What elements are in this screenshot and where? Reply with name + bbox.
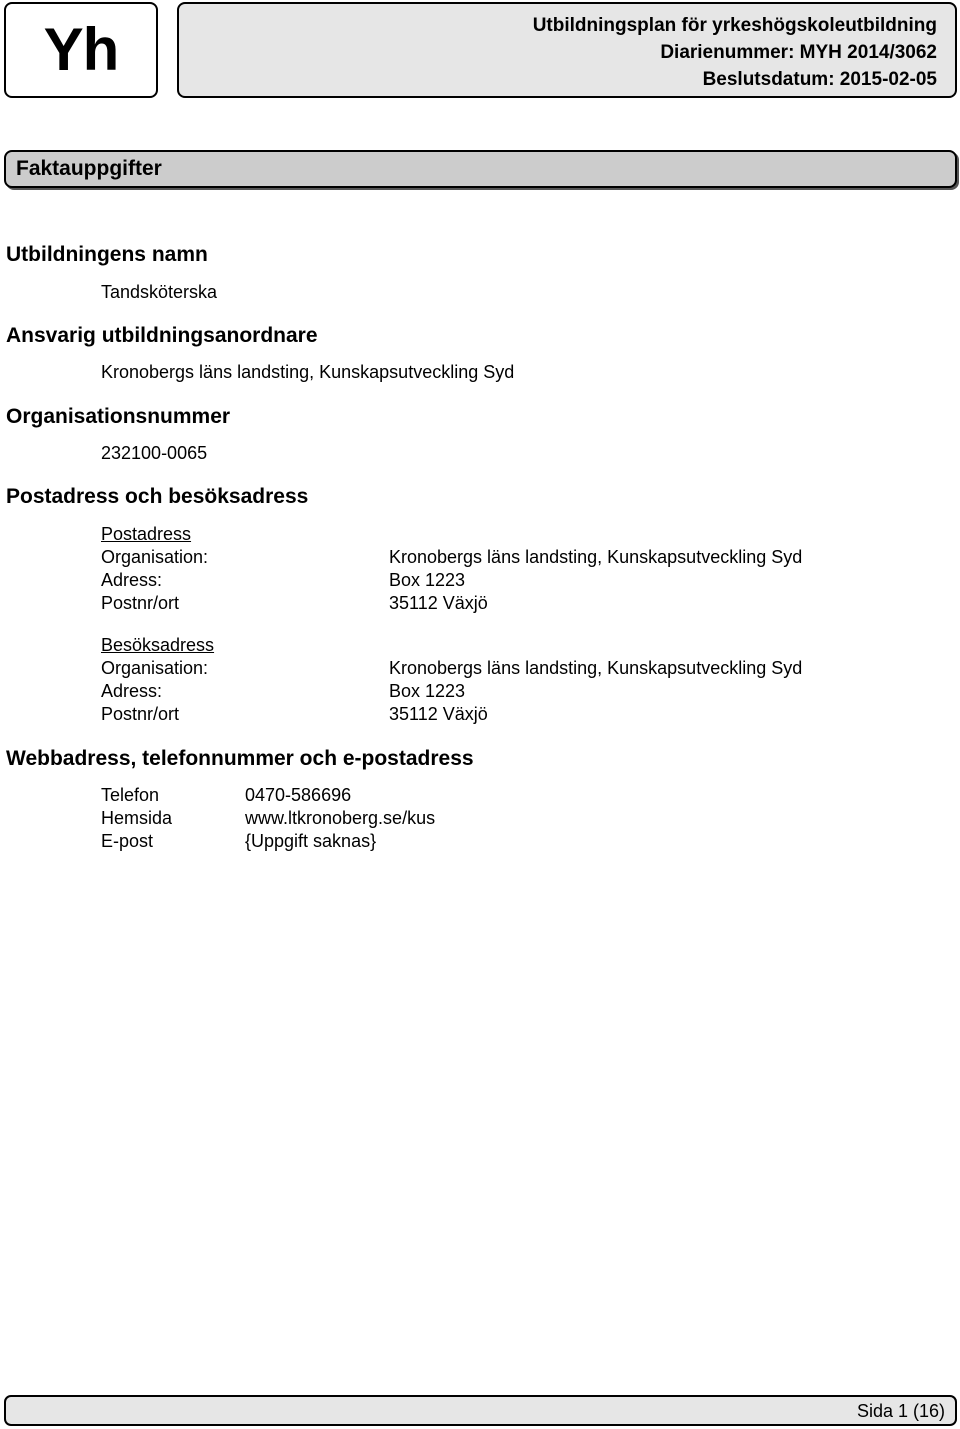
beslutsdatum: Beslutsdatum: 2015-02-05 bbox=[702, 69, 937, 90]
postadress-heading: Postadress bbox=[101, 524, 192, 544]
section-title: Faktauppgifter bbox=[16, 157, 162, 180]
label-utbildningens-namn: Utbildningens namn bbox=[6, 243, 208, 266]
value-utbildningens-namn: Tandsköterska bbox=[101, 282, 218, 302]
postadress-org-value: Kronobergs läns landsting, Kunskapsutveckling Syd bbox=[389, 547, 803, 567]
label-kontaktuppgifter: Webbadress, telefonnummer och e-postadress bbox=[6, 747, 474, 770]
epost-label: E-post bbox=[101, 831, 154, 851]
section-bar-faktauppgifter bbox=[4, 150, 957, 188]
besoksadress-org-value: Kronobergs läns landsting, Kunskapsutveckling Syd bbox=[389, 658, 803, 678]
logo-box bbox=[4, 2, 158, 98]
hemsida-value[interactable]: www.ltkronoberg.se/kus bbox=[245, 808, 436, 828]
telefon-label: Telefon bbox=[101, 785, 160, 805]
besoksadress-heading: Besöksadress bbox=[101, 635, 215, 655]
telefon-value: 0470-586696 bbox=[245, 785, 352, 805]
postadress-adress-value: Box 1223 bbox=[389, 570, 466, 590]
postadress-org-label: Organisation: bbox=[101, 547, 209, 567]
value-ansvarig-utbildningsanordnare: Kronobergs läns landsting, Kunskapsutveckling Syd bbox=[101, 362, 515, 382]
postadress-postnr-label: Postnr/ort bbox=[101, 593, 180, 613]
page-number: Sida 1 (16) bbox=[856, 1401, 945, 1421]
epost-value: {Uppgift saknas} bbox=[245, 831, 377, 851]
besoksadress-adress-value: Box 1223 bbox=[389, 681, 466, 701]
yh-logo: Yh bbox=[43, 16, 119, 83]
document-header bbox=[177, 2, 957, 98]
besoksadress-org-label: Organisation: bbox=[101, 658, 209, 678]
document-title: Utbildningsplan för yrkeshögskoleutbildning bbox=[532, 15, 937, 36]
besoksadress-postnr-value: 35112 Växjö bbox=[389, 704, 488, 724]
value-organisationsnummer: 232100-0065 bbox=[101, 443, 208, 463]
diarienummer: Diarienummer: MYH 2014/3062 bbox=[660, 42, 937, 63]
page-footer bbox=[4, 1395, 957, 1426]
label-ansvarig-utbildningsanordnare: Ansvarig utbildningsanordnare bbox=[6, 324, 318, 347]
besoksadress-postnr-label: Postnr/ort bbox=[101, 704, 180, 724]
label-organisationsnummer: Organisationsnummer bbox=[6, 405, 231, 428]
postadress-postnr-value: 35112 Växjö bbox=[389, 593, 488, 613]
label-postadress-och-besoksadress: Postadress och besöksadress bbox=[6, 485, 309, 508]
besoksadress-adress-label: Adress: bbox=[101, 681, 163, 701]
hemsida-label: Hemsida bbox=[101, 808, 173, 828]
postadress-adress-label: Adress: bbox=[101, 570, 163, 590]
